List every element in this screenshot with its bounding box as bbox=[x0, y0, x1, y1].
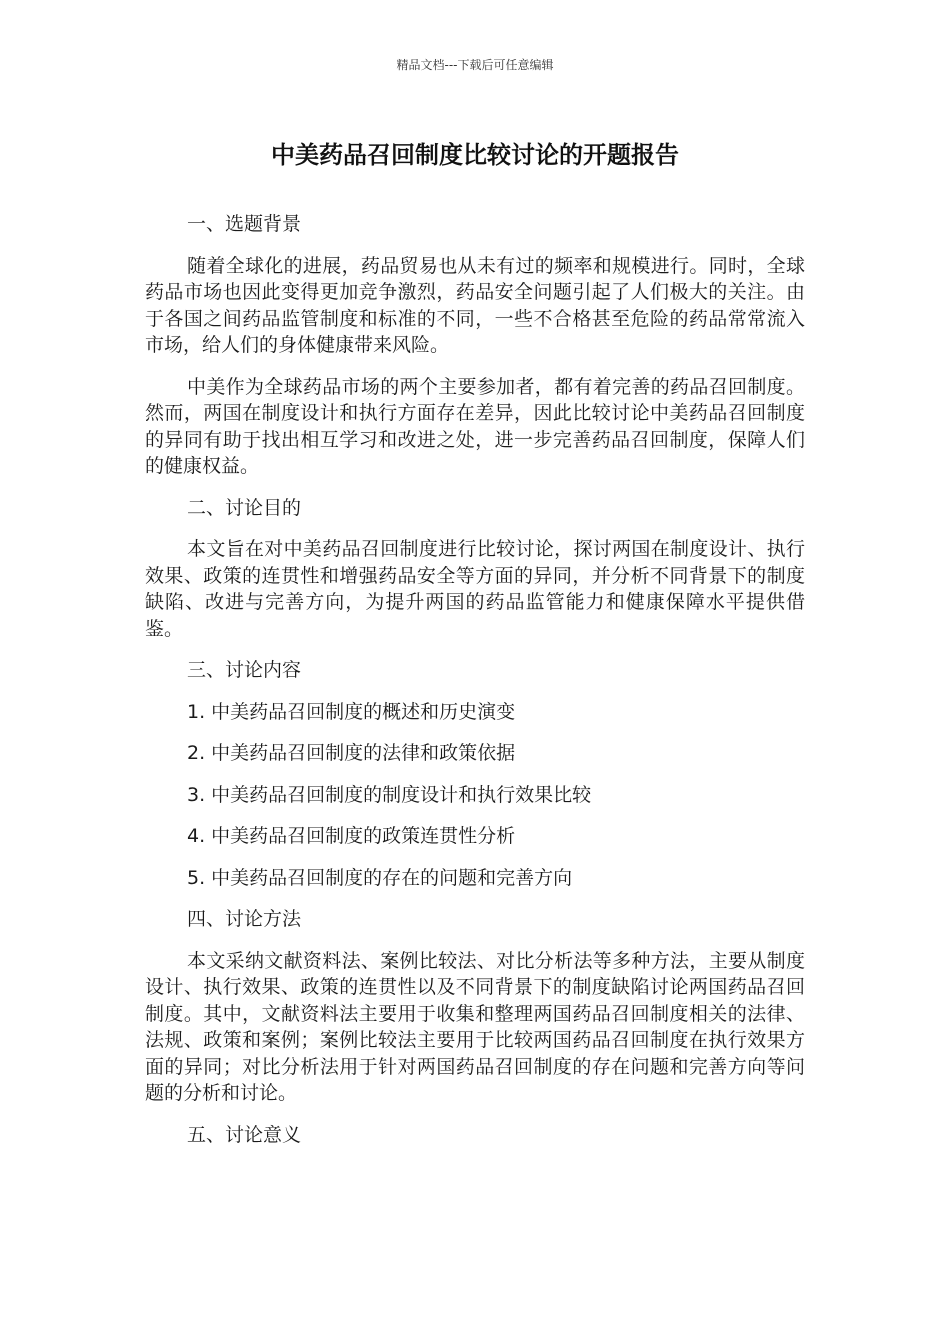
content-list-item: 1. 中美药品召回制度的概述和历史演变 bbox=[187, 700, 516, 723]
section-heading-content: 三、讨论内容 bbox=[187, 659, 302, 681]
document-title: 中美药品召回制度比较讨论的开题报告 bbox=[271, 141, 679, 169]
document-body bbox=[145, 211, 805, 1163]
paragraph-purpose: 本文旨在对中美药品召回制度进行比较讨论，探讨两国在制度设计、执行效果、政策的连贯性和增强药品安全等方面的异同，并分析不同背景下的制度缺陷、改进与完善方向，为提升两国的药品监管能力和健康保障水平提供借鉴。 bbox=[145, 538, 805, 640]
paragraph-background-2: 中美作为全球药品市场的两个主要参加者，都有着完善的药品召回制度。然而，两国在制度设计和执行方面存在差异，因此比较讨论中美药品召回制度的异同有助于找出相互学习和改进之处，进一步完善药品召回制度，保障人们的健康权益。 bbox=[145, 375, 805, 477]
content-list-item: 2. 中美药品召回制度的法律和政策依据 bbox=[187, 742, 516, 764]
section-heading-significance: 五、讨论意义 bbox=[187, 1123, 302, 1146]
section-heading-method: 四、讨论方法 bbox=[187, 908, 302, 930]
paragraph-method: 本文采纳文献资料法、案例比较法、对比分析法等多种方法，主要从制度设计、执行效果、政策的连贯性以及不同背景下的制度缺陷讨论两国药品召回制度。其中，文献资料法主要用于收集和整理两国药品召回制度相关的法律、法规、政策和案例；案例比较法主要用于比较两国药品召回制度在执行效果方面的异同；对比分析法用于针对两国药品召回制度的存在问题和完善方向等问题的分析和讨论。 bbox=[145, 949, 805, 1104]
content-list-item: 5. 中美药品召回制度的存在的问题和完善方向 bbox=[187, 866, 573, 889]
paragraph-background-1: 随着全球化的进展，药品贸易也从未有过的频率和规模进行。同时，全球药品市场也因此变得更加竞争激烈，药品安全问题引起了人们极大的关注。由于各国之间药品监管制度和标准的不同，一些不合格甚至危险的药品常常流入市场，给人们的身体健康带来风险。 bbox=[145, 254, 805, 356]
content-list-item: 3. 中美药品召回制度的制度设计和执行效果比较 bbox=[187, 783, 592, 806]
page-header: 精品文档---下载后可任意编辑 bbox=[396, 58, 554, 72]
content-list-item: 4. 中美药品召回制度的政策连贯性分析 bbox=[187, 825, 516, 847]
section-heading-purpose: 二、讨论目的 bbox=[187, 496, 302, 519]
section-heading-background: 一、选题背景 bbox=[187, 213, 302, 235]
